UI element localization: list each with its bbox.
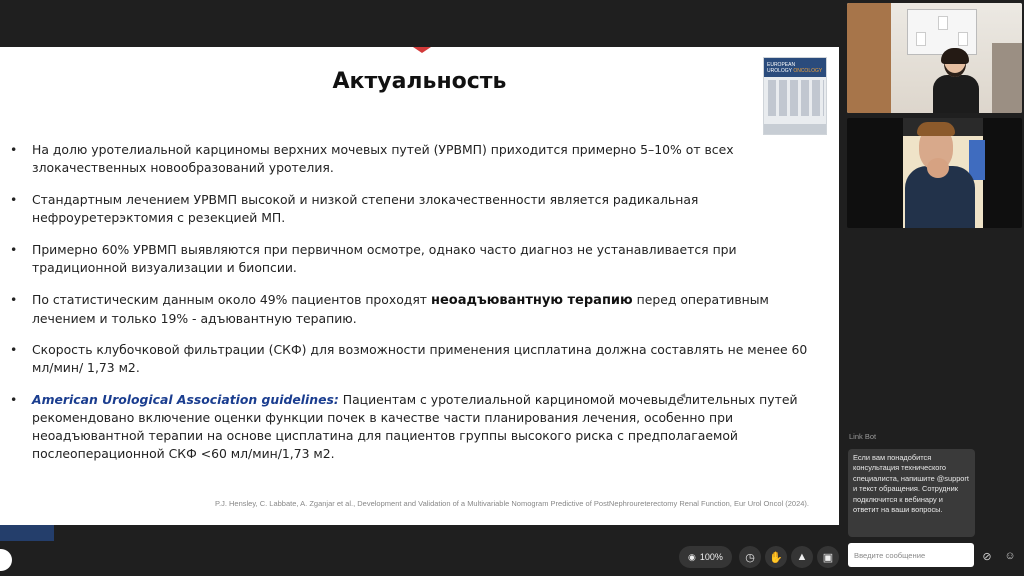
slide-title: Актуальность (332, 69, 507, 94)
video-participant-man (905, 126, 975, 228)
bullet-dot: • (10, 192, 18, 207)
video-furniture (992, 43, 1022, 113)
participant-hair (917, 122, 955, 136)
video-cabinet (847, 3, 891, 113)
bullet-dot: • (10, 242, 18, 257)
screen-icon: ▣ (822, 551, 834, 564)
bullet-text (32, 291, 812, 328)
reaction-button[interactable] (791, 546, 813, 568)
chat-sender-name: Link Bot (849, 432, 877, 441)
hand-raise-icon: ✋ (769, 551, 783, 564)
bullet-text: Примерно 60% УРВМП выявляются при первичном осмотре, однако часто диагноз не устанавливается при традиционной визуализации и биопсии. (32, 242, 737, 275)
bullet-dot: • (10, 142, 18, 157)
slide-citation: P.J. Hensley, C. Labbate, A. Zganjar et al., Development and Validation of a Multivariable Nomogram Predictive of PostNephroureterectomy Renal Function, Eur Urol Oncol (2024). (214, 499, 809, 508)
journal-figure (768, 80, 824, 116)
chat-message: Если вам понадобится консультация технического специалиста, напишите @support и текст обращения. Сотрудник подключится к вебинару и ответит на ваши вопросы. (848, 449, 975, 537)
chat-message-input[interactable]: Введите сообщение (848, 543, 974, 567)
emoji-icon[interactable]: ☺ (1004, 550, 1016, 562)
attach-icon[interactable]: ⊘ (982, 550, 992, 563)
presentation-slide (0, 47, 839, 525)
bullet-text-post: Пациентам с уротелиальной карциномой мочевыделительных путей рекомендовано включение оценки функции почек в качестве части планирования лечения, особенно при неоадъювантной терапии на основе цисплатина для пациентов группы высокого риска с предполагаемой послеоперационной СКФ <60 мл/мин/1,73 м2. (32, 392, 798, 461)
journal-line2: UROLOGY ONCOLOGY (767, 68, 823, 74)
bullet-dot: • (10, 292, 18, 307)
slide-thumbnail[interactable] (0, 525, 54, 541)
eye-icon: ◉ (688, 551, 696, 562)
bullet-text-post: перед оперативным лечением и только 19% - адъювантную терапию. (32, 292, 769, 326)
journal-line3: ONCOLOGY (793, 68, 823, 74)
zoom-control[interactable] (679, 546, 732, 568)
video-paper (958, 32, 968, 46)
journal-cover-image (763, 57, 827, 135)
bullet-text-pre: По статистическим данным около 49% пациентов проходят (32, 292, 431, 307)
bullet-text: На долю уротелиальной карциномы верхних мочевых путей (УРВМП) приходится примерно 5–10% от всех злокачественных новообразований уротелия. (32, 142, 734, 175)
video-paper (938, 16, 948, 30)
video-paper (916, 32, 926, 46)
chat-actions (976, 548, 1022, 564)
participant-hand (927, 158, 949, 178)
bullet-dot: • (10, 392, 18, 407)
zoom-level: 100% (699, 552, 723, 562)
video-whiteboard (907, 9, 977, 55)
timer-button[interactable] (739, 546, 761, 568)
journal-footer (764, 124, 826, 134)
participant-body (933, 75, 979, 113)
bullet-text (32, 391, 812, 463)
journal-line1: EUROPEAN (767, 62, 796, 68)
bullet-text: Стандартным лечением УРВМП высокой и низкой степени злокачественности является радикальная нефроуретерэктомия с резекцией МП. (32, 192, 699, 225)
video-feed-presenter[interactable] (847, 3, 1022, 113)
guideline-org: American Urological Association guidelines: (32, 392, 339, 407)
bullet-emphasis: неоадъювантную терапию (430, 293, 633, 308)
participant-hair (941, 48, 969, 64)
left-control-button[interactable] (0, 549, 12, 571)
fire-icon: ▲ (796, 551, 808, 563)
bullet-dot: • (10, 342, 18, 357)
video-participant-woman (933, 51, 979, 113)
bullet-text: Скорость клубочковой фильтрации (СКФ) для возможности применения цисплатина должна составлять не менее 60 мл/мин/ 1,73 м2. (32, 342, 808, 375)
hand-raise-button[interactable] (765, 546, 787, 568)
video-feed-participant[interactable] (847, 118, 1022, 228)
timer-icon: ◷ (745, 551, 755, 564)
screen-button[interactable] (817, 546, 839, 568)
